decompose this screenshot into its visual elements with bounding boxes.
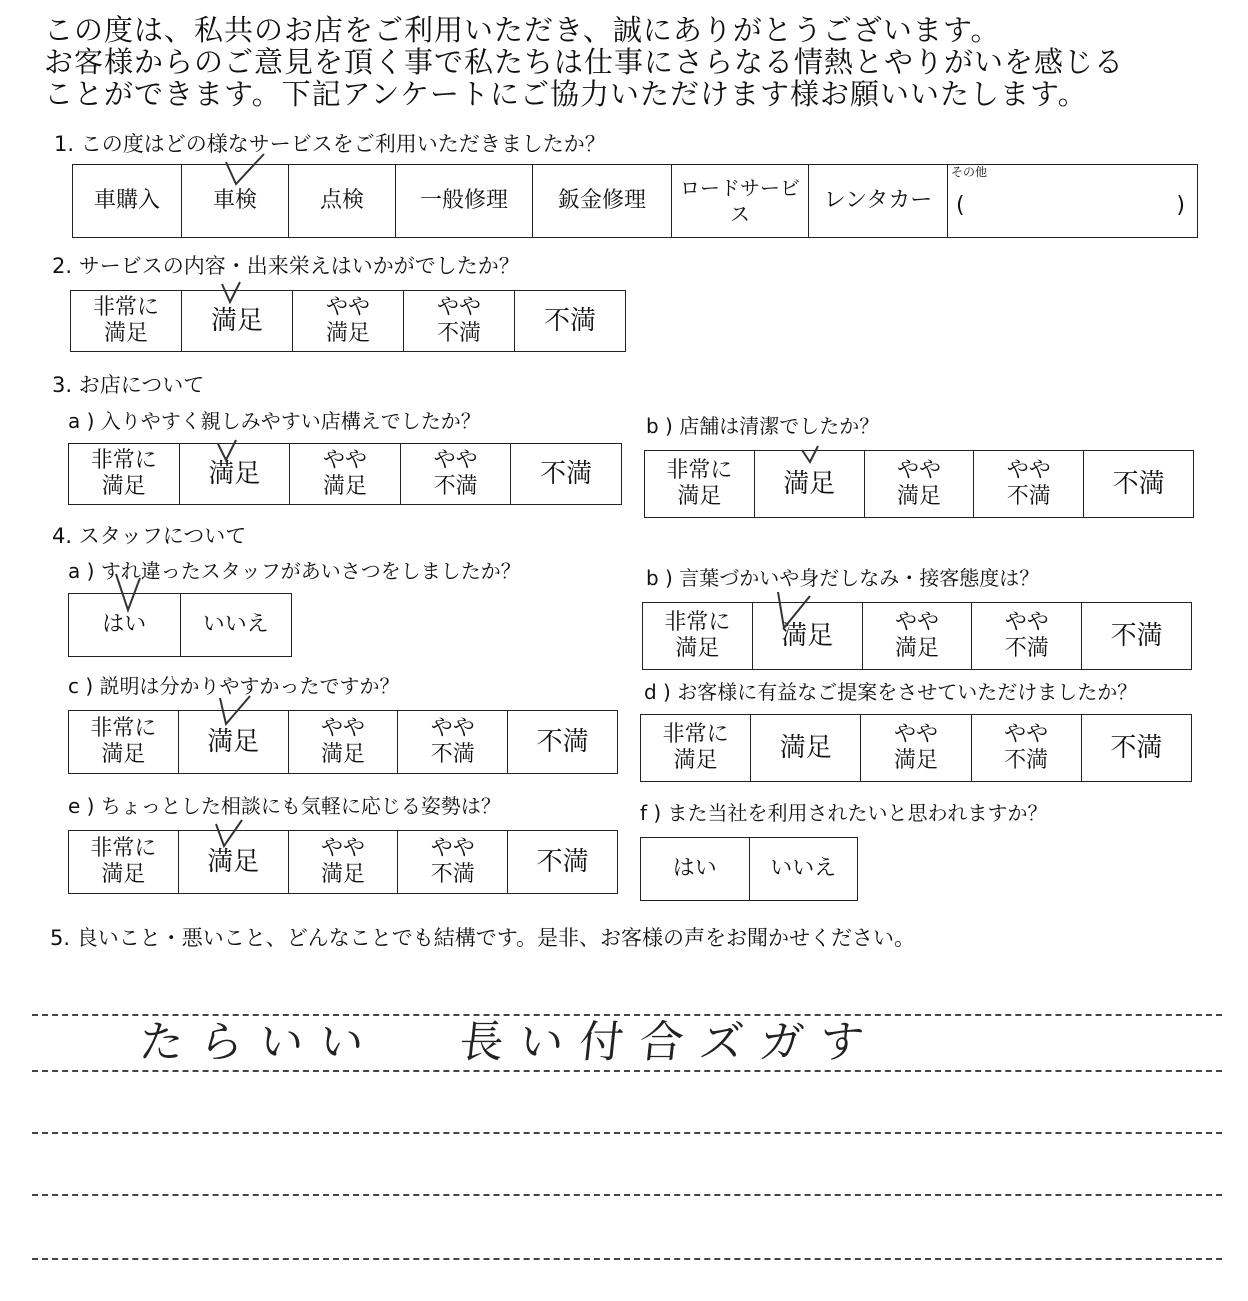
q5-question: 5. 良いこと・悪いこと、どんなことでも結構です。是非、お客様の声をお聞かせください。 bbox=[50, 926, 916, 950]
q4d-option-somewhat-satisfied[interactable]: やや 満足 bbox=[861, 715, 971, 782]
q4c-option-somewhat-dissatisfied[interactable]: やや 不満 bbox=[398, 711, 508, 774]
comment-line-3[interactable] bbox=[32, 1132, 1222, 1134]
q4b-option-satisfied[interactable]: 満足 bbox=[752, 603, 862, 670]
q4c-option-somewhat-satisfied[interactable]: やや 満足 bbox=[288, 711, 398, 774]
q3a-question: a ) 入りやすく親しみやすい店構えでしたか？ bbox=[68, 409, 481, 433]
handwritten-comment bbox=[137, 1006, 884, 1070]
comment-line-2[interactable] bbox=[32, 1070, 1222, 1072]
q4d-option-satisfied[interactable]: 満足 bbox=[751, 715, 861, 782]
q4e-option-very-satisfied[interactable]: 非常に 満足 bbox=[69, 831, 179, 894]
q3b-option-very-satisfied[interactable]: 非常に 満足 bbox=[645, 451, 755, 518]
q1-option-road-service[interactable]: ロードサービス bbox=[672, 165, 809, 238]
q3a-option-very-satisfied[interactable]: 非常に 満足 bbox=[69, 444, 180, 505]
q3a-options bbox=[68, 443, 622, 505]
q1-option-shaken[interactable]: 車検 bbox=[182, 165, 289, 238]
q4d-question: d ) お客様に有益なご提案をさせていただけましたか？ bbox=[644, 680, 1138, 704]
q4a-check-mark bbox=[108, 566, 158, 626]
q4e-option-somewhat-satisfied[interactable]: やや 満足 bbox=[288, 831, 398, 894]
q2-option-very-satisfied[interactable]: 非常に 満足 bbox=[71, 291, 182, 352]
q1-other-label: その他 bbox=[951, 165, 988, 179]
q3a-check-mark bbox=[212, 436, 252, 466]
intro-line-1: この度は、私共のお店をご利用いただき、誠にありがとうございます。 bbox=[44, 13, 1001, 47]
intro-line-3: ことができます。下記アンケートにご協力いただけます様お願いいたします。 bbox=[44, 77, 1088, 111]
q4a-option-no[interactable]: いいえ bbox=[180, 594, 292, 657]
q3a-option-somewhat-satisfied[interactable]: やや 満足 bbox=[290, 444, 401, 505]
q2-options bbox=[70, 290, 626, 352]
q4e-question: e ) ちょっとした相談にも気軽に応じる姿勢は？ bbox=[68, 794, 501, 818]
q4e-option-somewhat-dissatisfied[interactable]: やや 不満 bbox=[398, 831, 508, 894]
q1-option-rental-car[interactable]: レンタカー bbox=[809, 165, 948, 238]
q4d-options bbox=[640, 714, 1192, 782]
q3b-option-satisfied[interactable]: 満足 bbox=[754, 451, 864, 518]
q4-question: 4. スタッフについて bbox=[52, 524, 247, 548]
q4f-option-no[interactable]: いいえ bbox=[749, 838, 858, 901]
q1-question: 1. この度はどの様なサービスをご利用いただきましたか？ bbox=[54, 132, 606, 156]
q4b-option-somewhat-dissatisfied[interactable]: やや 不満 bbox=[972, 603, 1082, 670]
intro-text bbox=[44, 14, 1234, 110]
q4e-options bbox=[68, 830, 618, 894]
q4f-question: f ) また当社を利用されたいと思われますか？ bbox=[640, 801, 1048, 825]
q3b-options bbox=[644, 450, 1194, 518]
q3-question: 3. お店について bbox=[52, 373, 205, 397]
q4c-option-dissatisfied[interactable]: 不満 bbox=[508, 711, 618, 774]
q4b-question: b ) 言葉づかいや身だしなみ・接客態度は？ bbox=[646, 566, 1040, 590]
q1-option-general-repair[interactable]: 一般修理 bbox=[396, 165, 533, 238]
q4a-option-yes[interactable]: はい bbox=[69, 594, 181, 657]
q4a-question: a ) すれ違ったスタッフがあいさつをしましたか？ bbox=[68, 559, 521, 583]
q1-check-mark bbox=[216, 150, 276, 200]
handwritten-comment-part1: たらいい bbox=[136, 1017, 383, 1068]
q4c-question: c ) 説明は分かりやすかったですか？ bbox=[68, 674, 400, 698]
q4c-option-very-satisfied[interactable]: 非常に 満足 bbox=[69, 711, 179, 774]
q4c-options bbox=[68, 710, 618, 774]
handwritten-comment-part2: 長い付合ズガす bbox=[456, 1017, 883, 1068]
q4d-option-dissatisfied[interactable]: 不満 bbox=[1081, 715, 1191, 782]
q3b-option-somewhat-satisfied[interactable]: やや 満足 bbox=[864, 451, 974, 518]
q3b-question: b ) 店舗は清潔でしたか？ bbox=[646, 414, 880, 438]
q3a-option-somewhat-dissatisfied[interactable]: やや 不満 bbox=[400, 444, 511, 505]
q3b-check-mark bbox=[794, 440, 834, 470]
comment-line-4[interactable] bbox=[32, 1194, 1222, 1196]
q1-other-paren-close: ) bbox=[1176, 193, 1185, 218]
q4e-check-mark bbox=[208, 816, 258, 856]
q4f-option-yes[interactable]: はい bbox=[641, 838, 750, 901]
q1-other-field[interactable] bbox=[956, 193, 1185, 219]
q2-option-satisfied[interactable]: 満足 bbox=[182, 291, 293, 352]
q4d-option-very-satisfied[interactable]: 非常に 満足 bbox=[641, 715, 751, 782]
q1-option-inspection[interactable]: 点検 bbox=[289, 165, 396, 238]
intro-line-2: お客様からのご意見を頂く事で私たちは仕事にさらなる情熱とやりがいを感じる bbox=[44, 45, 1125, 79]
q2-option-somewhat-satisfied[interactable]: やや 満足 bbox=[293, 291, 404, 352]
q1-other-paren-open: ( bbox=[956, 193, 965, 218]
q3a-option-dissatisfied[interactable]: 不満 bbox=[511, 444, 622, 505]
q4c-option-satisfied[interactable]: 満足 bbox=[178, 711, 288, 774]
q2-option-dissatisfied[interactable]: 不満 bbox=[515, 291, 626, 352]
q3a-option-satisfied[interactable]: 満足 bbox=[179, 444, 290, 505]
q4e-option-satisfied[interactable]: 満足 bbox=[178, 831, 288, 894]
q3b-option-somewhat-dissatisfied[interactable]: やや 不満 bbox=[974, 451, 1084, 518]
q2-option-somewhat-dissatisfied[interactable]: やや 不満 bbox=[404, 291, 515, 352]
q4b-option-dissatisfied[interactable]: 不満 bbox=[1082, 603, 1192, 670]
q4a-options bbox=[68, 593, 292, 657]
q3b-option-dissatisfied[interactable]: 不満 bbox=[1084, 451, 1194, 518]
q4f-options bbox=[640, 837, 858, 901]
comment-line-5[interactable] bbox=[32, 1258, 1222, 1260]
q4e-option-dissatisfied[interactable]: 不満 bbox=[508, 831, 618, 894]
q4d-option-somewhat-dissatisfied[interactable]: やや 不満 bbox=[971, 715, 1081, 782]
q2-question: 2. サービスの内容・出来栄えはいかがでしたか？ bbox=[52, 254, 520, 278]
q1-option-sheet-metal[interactable]: 鈑金修理 bbox=[533, 165, 672, 238]
q1-option-car-purchase[interactable]: 車購入 bbox=[73, 165, 182, 238]
q4b-options bbox=[642, 602, 1192, 670]
q2-check-mark bbox=[210, 280, 260, 316]
q4b-check-mark bbox=[770, 586, 820, 642]
q1-option-other[interactable] bbox=[948, 165, 1198, 238]
q4b-option-somewhat-satisfied[interactable]: やや 満足 bbox=[862, 603, 972, 670]
q4b-option-very-satisfied[interactable]: 非常に 満足 bbox=[643, 603, 753, 670]
q4c-check-mark bbox=[212, 690, 262, 740]
